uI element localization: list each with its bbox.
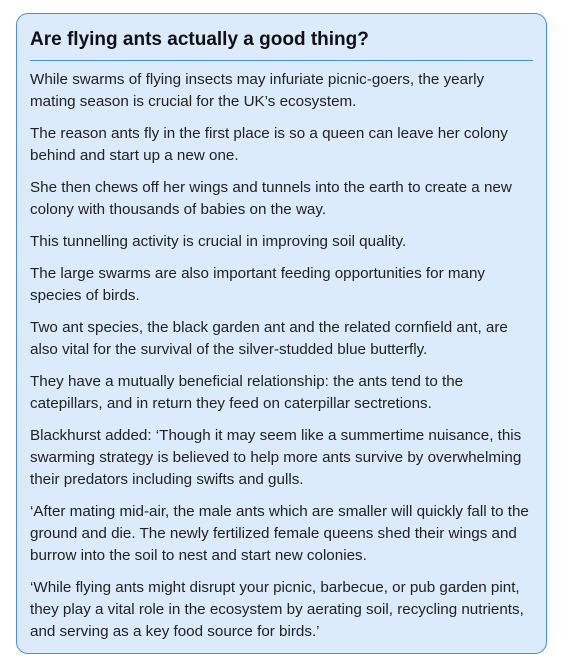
paragraph: They have a mutually beneficial relationship: the ants tend to the catepillars, and in return they feed on caterpillar sectretions. [30, 373, 464, 412]
paragraph: This tunnelling activity is crucial in improving soil quality. [30, 233, 407, 250]
paragraph: Two ant species, the black garden ant and the related cornfield ant, are also vital for the survival of the silver-studded blue butterfly. [30, 319, 508, 358]
paragraph: Blackhurst added: ‘Though it may seem like a summertime nuisance, this swarming strategy is believed to help more ants survive by overwhelming their predators including swifts and gulls. [30, 427, 522, 488]
paragraph: She then chews off her wings and tunnels into the earth to create a new colony with thousands of babies on the way. [30, 179, 512, 218]
paragraph: The large swarms are also important feeding opportunities for many species of birds. [30, 265, 486, 304]
paragraph: ‘After mating mid-air, the male ants which are smaller will quickly fall to the ground and die. The newly fertilized female queens shed their wings and burrow into the soil to nest and start new colonies. [30, 503, 529, 564]
box-title: Are flying ants actually a good thing? [30, 28, 533, 61]
paragraph: The reason ants fly in the first place is so a queen can leave her colony behind and start up a new one. [30, 125, 508, 164]
paragraph: While swarms of flying insects may infuriate picnic-goers, the yearly mating season is crucial for the UK’s ecosystem. [30, 71, 485, 110]
fact-box [16, 13, 547, 654]
paragraph: ‘While flying ants might disrupt your picnic, barbecue, or pub garden pint, they play a vital role in the ecosystem by aerating soil, recycling nutrients, and serving as a key food source for birds.’ [30, 579, 524, 640]
